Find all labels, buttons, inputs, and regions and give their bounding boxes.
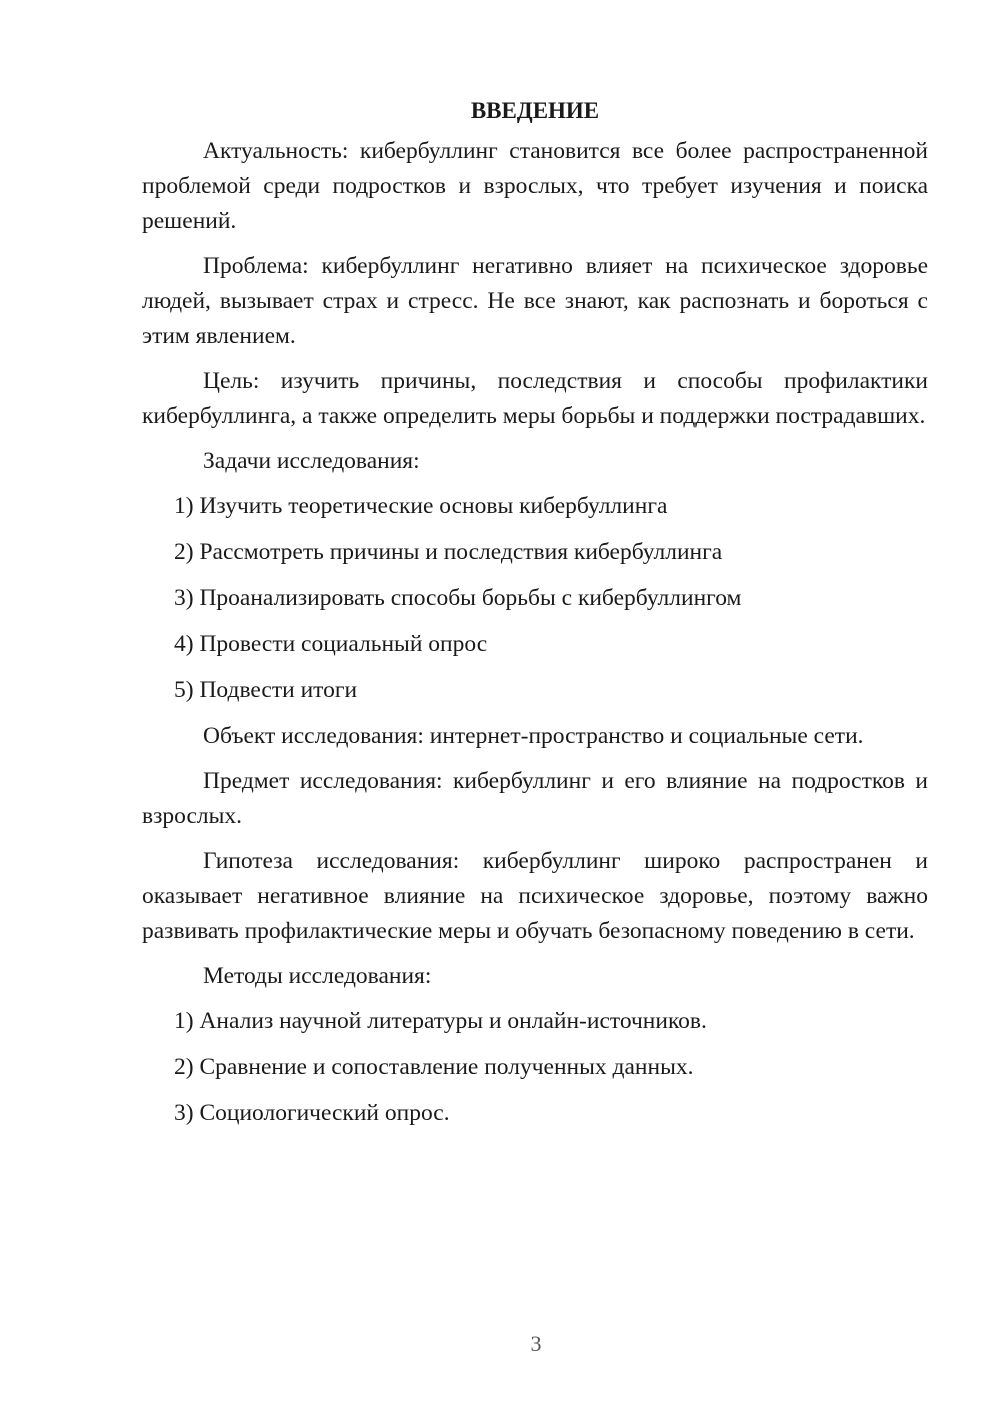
task-item: 2) Рассмотреть причины и последствия кибербуллинга — [174, 539, 723, 565]
subject-paragraph: Предмет исследования: кибербуллинг и его влияние на подростков и взрослых. — [142, 768, 928, 829]
method-item: 3) Социологический опрос. — [174, 1100, 450, 1126]
goal-paragraph: Цель: изучить причины, последствия и способы профилактики кибербуллинга, а также определить меры борьбы и поддержки пострадавших. — [142, 368, 928, 429]
tasks-list — [142, 489, 928, 708]
method-item: 1) Анализ научной литературы и онлайн-источников. — [174, 1008, 707, 1034]
relevance-paragraph: Актуальность: кибербуллинг становится все более распространенной проблемой среди подростков и взрослых, что требует изучения и поиска решений. — [142, 138, 928, 234]
task-item: 3) Проанализировать способы борьбы с кибербуллингом — [174, 585, 742, 611]
page-number: 3 — [530, 1331, 542, 1356]
method-item: 2) Сравнение и сопоставление полученных данных. — [174, 1054, 694, 1080]
tasks-heading: Задачи исследования: — [203, 448, 420, 474]
object-paragraph: Объект исследования: интернет-пространство и социальные сети. — [203, 723, 864, 749]
section-title: ВВЕДЕНИЕ — [470, 98, 600, 123]
page-content — [142, 93, 928, 1142]
problem-paragraph: Проблема: кибербуллинг негативно влияет на психическое здоровье людей, вызывает страх и стресс. Не все знают, как распознать и бороться с этим явлением. — [142, 253, 928, 349]
methods-heading: Методы исследования: — [203, 963, 432, 989]
task-item: 1) Изучить теоретические основы кибербуллинга — [174, 493, 668, 519]
task-item: 5) Подвести итоги — [174, 677, 358, 703]
task-item: 4) Провести социальный опрос — [174, 631, 488, 657]
methods-list — [142, 1004, 928, 1131]
hypothesis-paragraph: Гипотеза исследования: кибербуллинг широко распространен и оказывает негативное влияние на психическое здоровье, поэтому важно развивать профилактические меры и обучать безопасному поведению в сети. — [142, 848, 928, 944]
